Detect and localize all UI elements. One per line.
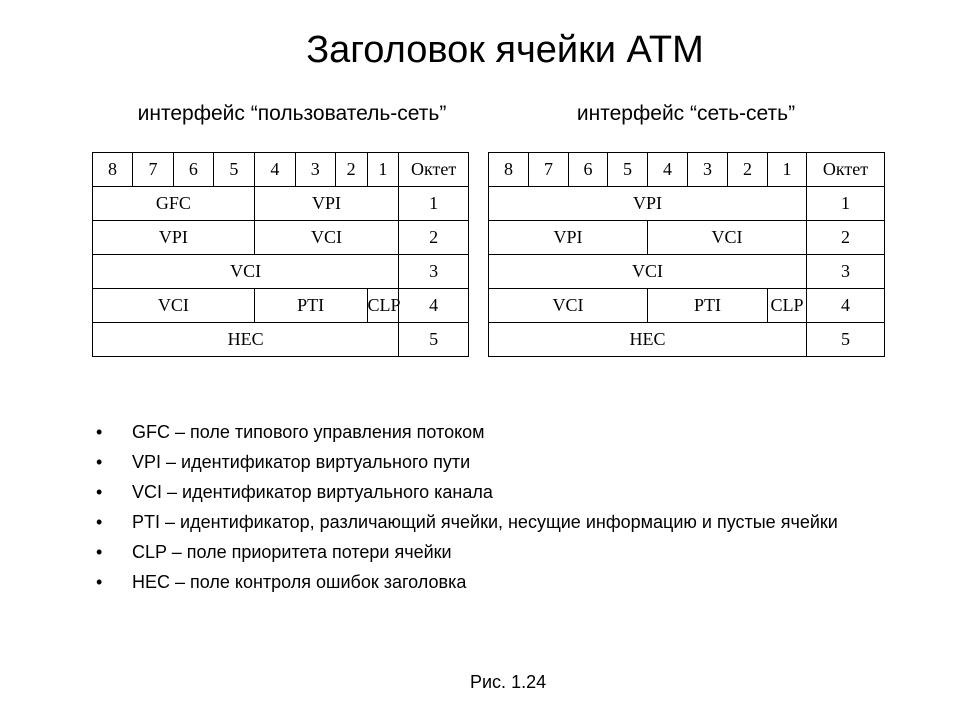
octet-header-cell: Октет: [399, 153, 469, 187]
octet-number: 3: [807, 255, 885, 289]
bit-cell: 8: [489, 153, 529, 187]
octet-row-1: [489, 187, 885, 221]
octet-header-cell: Октет: [807, 153, 885, 187]
bullet-icon: •: [96, 572, 103, 592]
bit-cell: 6: [173, 153, 213, 187]
list-item: [96, 570, 856, 595]
clp-field: CLP: [367, 289, 399, 323]
vci-field: VCI: [489, 289, 648, 323]
vpi-field: VPI: [489, 221, 648, 255]
bit-cell: 7: [529, 153, 569, 187]
vci-field: VCI: [93, 289, 255, 323]
octet-row-2: [489, 221, 885, 255]
field-definitions-list: [96, 420, 856, 600]
vci-field: VCI: [254, 221, 398, 255]
pti-field: PTI: [648, 289, 768, 323]
bit-cell: 3: [295, 153, 335, 187]
vci-field: VCI: [648, 221, 807, 255]
bullet-icon: •: [96, 422, 103, 442]
octet-number: 1: [399, 187, 469, 221]
bit-cell: 8: [93, 153, 133, 187]
note-text: VPI – идентификатор виртуального пути: [132, 452, 471, 472]
octet-number: 4: [399, 289, 469, 323]
pti-field: PTI: [254, 289, 367, 323]
note-text: CLP – поле приоритета потери ячейки: [132, 542, 452, 562]
list-item: [96, 540, 856, 565]
bit-cell: 3: [688, 153, 728, 187]
list-item: [96, 450, 856, 475]
octet-number: 5: [807, 323, 885, 357]
note-text: HEC – поле контроля ошибок заголовка: [132, 572, 467, 592]
bullet-icon: •: [96, 512, 103, 532]
bit-cell: 6: [569, 153, 608, 187]
uni-subtitle: интерфейс “пользователь-сеть”: [137, 102, 447, 125]
list-item: [96, 510, 856, 535]
bit-cell: 2: [335, 153, 367, 187]
octet-row-4: [489, 289, 885, 323]
bit-cell: 4: [254, 153, 295, 187]
bit-cell: 1: [367, 153, 399, 187]
octet-row-2: [93, 221, 469, 255]
octet-row-1: [93, 187, 469, 221]
vpi-field: VPI: [254, 187, 398, 221]
bit-cell: 1: [768, 153, 807, 187]
list-item: [96, 480, 856, 505]
octet-number: 2: [399, 221, 469, 255]
bit-cell: 5: [608, 153, 648, 187]
page-title: Заголовок ячейки АТМ: [306, 29, 704, 71]
hec-field: HEC: [489, 323, 807, 357]
octet-row-5: [93, 323, 469, 357]
bit-cell: 7: [132, 153, 173, 187]
bullet-icon: •: [96, 542, 103, 562]
note-text: PTI – идентификатор, различающий ячейки, несущие информацию и пустые ячейки: [132, 512, 838, 532]
octet-number: 5: [399, 323, 469, 357]
octet-number: 3: [399, 255, 469, 289]
bullet-icon: •: [96, 482, 103, 502]
octet-row-3: [93, 255, 469, 289]
gfc-field: GFC: [93, 187, 255, 221]
vpi-field: VPI: [93, 221, 255, 255]
list-item: [96, 420, 856, 445]
nni-header-table: [488, 152, 885, 357]
octet-number: 4: [807, 289, 885, 323]
bit-cell: 5: [213, 153, 254, 187]
octet-number: 2: [807, 221, 885, 255]
octet-row-5: [489, 323, 885, 357]
bit-cell: 2: [728, 153, 768, 187]
octet-row-3: [489, 255, 885, 289]
bullet-icon: •: [96, 452, 103, 472]
octet-row-4: [93, 289, 469, 323]
bit-number-row: [489, 153, 885, 187]
hec-field: HEC: [93, 323, 399, 357]
octet-number: 1: [807, 187, 885, 221]
bit-number-row: [93, 153, 469, 187]
figure-caption: Рис. 1.24: [470, 672, 547, 692]
note-text: VCI – идентификатор виртуального канала: [132, 482, 493, 502]
vpi-field: VPI: [489, 187, 807, 221]
note-text: GFC – поле типового управления потоком: [132, 422, 485, 442]
clp-field: CLP: [768, 289, 807, 323]
nni-subtitle: интерфейс “сеть-сеть”: [576, 102, 796, 125]
uni-header-table: [92, 152, 469, 357]
vci-field: VCI: [93, 255, 399, 289]
bit-cell: 4: [648, 153, 688, 187]
vci-field: VCI: [489, 255, 807, 289]
